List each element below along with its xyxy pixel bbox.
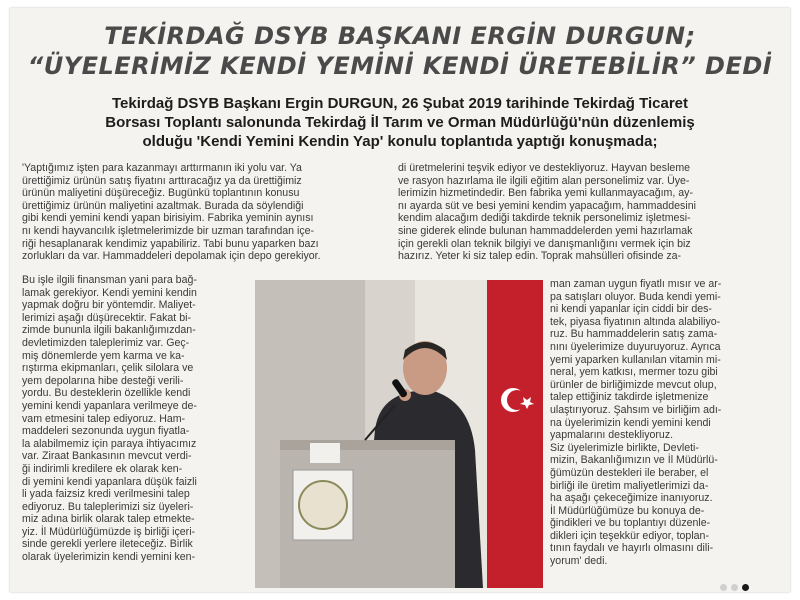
text-line: hazırız. Yeter ki siz talep edin. Toprak mahsülleri ofisinde za- xyxy=(398,250,682,263)
ministry-emblem-icon xyxy=(299,481,347,529)
text-line: yemini kendi yapanlara verilmeye de- xyxy=(22,399,197,412)
text-line: nını üyelerimize duyuruyoruz. Ayrıca xyxy=(550,340,721,353)
text-line: dikleri için teşekkür ediyor, toplan- xyxy=(550,529,709,542)
text-line: maddeleri sezonunda uygun fiyatla- xyxy=(22,425,190,438)
headline-line-2: “ÜYELERİMİZ KENDİ YEMİNİ KENDİ ÜRETEBİLİR” DEDİ xyxy=(27,52,773,80)
text-line: ediyoruz. Bu taleplerimizi siz üyeleri- xyxy=(22,500,194,513)
text-line: ürünler de birliğimizde mevcut olup, xyxy=(550,378,717,391)
text-line: lamak gerekiyor. Kendi yemini kendin xyxy=(22,286,197,299)
text-line: sine giderek elinde bulunan hammaddelerden yemi hazırlamak xyxy=(398,224,693,237)
page-dot-active[interactable] xyxy=(742,584,749,591)
speaker-illustration xyxy=(255,280,543,588)
text-line: riği hesaplanarak kendimiz yapabiliriz. Tabi bunu yaparken bazı xyxy=(22,237,319,250)
text-line: nı kendi hayvancılık işletmelerimizde bir uzman tarafından içe- xyxy=(22,224,315,237)
text-line: ğindikleri ve bu toplantıyı düzenle- xyxy=(550,517,711,530)
text-line: rıştırma ekipmanları, çelik silolara ve xyxy=(22,362,194,375)
text-line: yiz. İl Müdürlüğümüzde iş birliği içeri- xyxy=(22,525,196,538)
lede-line: Borsası Toplantı salonunda Tekirdağ İl Tarım ve Orman Müdürlüğü'nün düzenlemiş xyxy=(105,114,695,131)
text-line: lerimizi aşağı düşürecektir. Fakat bi- xyxy=(22,311,191,324)
text-line: la alabilmemiz için paraya ihtiyacımız xyxy=(22,437,197,450)
lede-line: Tekirdağ DSYB Başkanı Ergin DURGUN, 26 Şubat 2019 tarihinde Tekirdağ Ticaret xyxy=(111,95,688,112)
text-line: talep ettiğiniz takdirde işletmenize xyxy=(550,391,709,404)
text-line: için gerekli olan teknik bilgiyi ve danışmanlığını vermek için biz xyxy=(398,237,691,250)
text-line: di üretmelerini teşvik ediyor ve destekliyoruz. Hayvan besleme xyxy=(398,162,691,174)
text-line: gibi kendi yemini kendi yapan birisiyim. Fabrika yeminin aynısı xyxy=(22,212,314,225)
lede-line: olduğu 'Kendi Yemini Kendin Yap' konulu toplantıda yaptığı konuşmada; xyxy=(142,133,658,150)
text-line: di yemini kendi yapanlara düşük faizli xyxy=(22,475,197,488)
text-line: devletimizden taleplerimiz var. Geç- xyxy=(22,336,190,349)
text-line: Bu işle ilgili finansman yani para bağ- xyxy=(22,274,197,286)
text-line: na üyelerimizin kendi yemini kendi xyxy=(550,416,711,429)
text-line: vam etmesini talep ediyoruz. Ham- xyxy=(22,412,186,425)
text-line: ve rasyon hazırlama ile ilgili eğitim alan personelimiz var. Üye- xyxy=(398,174,690,187)
text-line: nı ayarda süt ve besi yemini kendim yapacağım, hammaddesini xyxy=(398,199,696,212)
text-line: yapmak doğru bir yöntemdir. Maliyet- xyxy=(22,299,196,312)
text-line: Siz üyelerimizle birlikte, Devleti- xyxy=(550,441,699,454)
turkish-flag xyxy=(487,280,543,588)
column-1-bottom xyxy=(22,274,254,586)
text-line: ürettiğimiz ürünün satış fiyatını arttıracağız ya da ürettiğimiz xyxy=(22,174,302,187)
text-line: tek, piyasa fiyatının altında alabiliyo- xyxy=(550,315,721,328)
text-line: miş dönemlerde yem karma ve ka- xyxy=(22,349,185,362)
text-line: ha aşağı çekeceğimize inanıyoruz. xyxy=(550,492,713,505)
text-line: ruz. Bu hammaddelerin satış zama- xyxy=(550,328,718,341)
column-2-top xyxy=(398,162,770,277)
text-line: yordu. Bu desteklerin özellikle kendi xyxy=(22,387,191,400)
headline-line-1: TEKİRDAĞ DSYB BAŞKANI ERGİN DURGUN; xyxy=(104,22,696,50)
text-line: yemi yaparken kullanılan vitamin mi- xyxy=(550,353,721,366)
text-line: 'Yaptığımız işten para kazanmayı arttırmanın iki yolu var. Ya xyxy=(22,162,302,174)
text-line: neral, yem katkısı, mermer tozu gibi xyxy=(550,366,718,379)
newspaper-clipping xyxy=(10,8,790,592)
text-line: sinde gerekli yerlere ileteceğiz. Birlik xyxy=(22,538,193,551)
article-photo xyxy=(255,280,543,588)
text-line: ğümüzün destekleri ile beraber, el xyxy=(550,466,709,479)
text-line: birliği ile üretim maliyetlerimizi da- xyxy=(550,479,709,492)
text-line: İl Müdürlüğümüze bu konuya de- xyxy=(550,504,705,517)
text-line: var. Ziraat Bankasının mevcut verdi- xyxy=(22,450,192,463)
text-line: yapmalarını destekliyoruz. xyxy=(550,429,674,442)
text-line: olarak üyelerimizin kendi yemini ken- xyxy=(22,551,196,564)
text-line: ürettiğimiz ürünün maliyetini azaltmak. Burada da söylendiği xyxy=(22,199,304,212)
text-line: zorlukları da var. Hammaddeleri depolamak için depo gerekiyor. xyxy=(22,250,321,263)
text-line: yem depolarına hibe desteği verili- xyxy=(22,374,184,387)
text-line: ği indirimli kredilere ek olarak ken- xyxy=(22,462,183,475)
text-line: man zaman uygun fiyatlı mısır ve ar- xyxy=(550,278,722,290)
lede-paragraph xyxy=(50,94,750,151)
text-line: tının faydalı ve hayırlı olmasını dili- xyxy=(550,542,714,555)
column-3 xyxy=(550,278,782,586)
text-line: pa satışları oluyor. Buda kendi yemi- xyxy=(550,290,721,303)
text-line: lerimizin hizmetindedir. Ben fabrika yemi kullanmayacağım, ay- xyxy=(398,187,693,200)
text-line: li yada faizsiz kredi verilmesini talep xyxy=(22,488,190,501)
text-line: miz adına birlik olarak talep etmekte- xyxy=(22,513,195,526)
podium-top xyxy=(280,440,455,450)
text-line: kendim alacağım dediği takdirde teknik personelimiz işletmesi- xyxy=(398,212,691,225)
page-dot[interactable] xyxy=(720,584,727,591)
podium-nameplate xyxy=(310,443,340,463)
page-dot[interactable] xyxy=(731,584,738,591)
pagination-dots xyxy=(720,578,753,596)
text-line: yorum' dedi. xyxy=(550,555,608,568)
column-1-top xyxy=(22,162,387,292)
text-line: ni kendi yapanlar için ciddi bir des- xyxy=(550,303,712,316)
text-line: ürünün maliyetini düşüreceğiz. Bugünkü toplantının konusu xyxy=(22,187,300,200)
text-line: zimde bununla ilgili bakanlığımızdan- xyxy=(22,324,196,337)
text-line: mizin, Bakanlığımızın ve İl Müdürlü- xyxy=(550,454,718,467)
text-line: ulaştırıyoruz. Şahsım ve birliğim adı- xyxy=(550,403,722,416)
